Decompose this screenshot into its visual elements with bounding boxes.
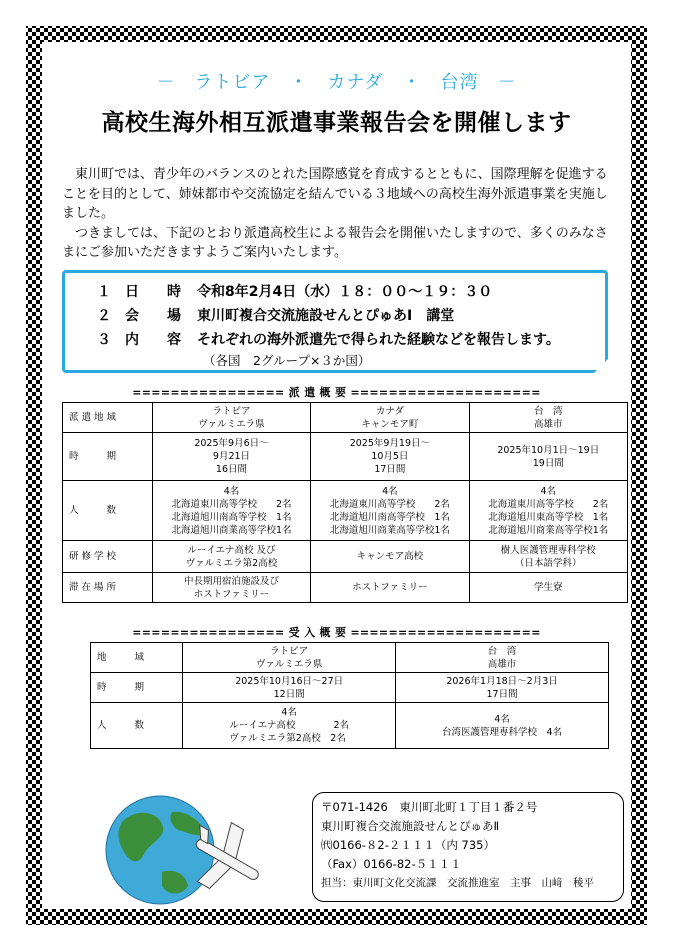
cell-line: キャンモア高校 — [356, 551, 424, 562]
table-cell — [396, 643, 609, 673]
table-cell — [469, 573, 627, 603]
cell-line: 北海道旭川商業高等学校1名 — [488, 524, 609, 536]
cell-count: 4名 — [540, 485, 557, 497]
cell-line: 2025年9月6日～ — [194, 438, 269, 449]
cell-line: 19日間 — [532, 457, 564, 469]
cell-line: ヴァルミエラ第2高校 — [185, 557, 278, 569]
venue-row — [97, 305, 454, 325]
cell-line: 台 湾 — [534, 405, 563, 417]
cell-line: 2025年10月1日～19日 — [497, 444, 600, 456]
page-title: 高校生海外相互派遣事業報告会を開催します — [101, 110, 572, 136]
cell-line: 2026年1月18日～2月3日 — [446, 675, 558, 687]
cell-line: 北海道旭川東高等学校 1名 — [488, 511, 609, 523]
cell-line: 台 湾 — [487, 645, 517, 657]
date-label: １ 日 時 — [97, 284, 181, 300]
row-label: 派遣地域 — [63, 403, 153, 433]
table-cell — [183, 643, 396, 673]
cell-line: 10月5日 — [371, 451, 409, 462]
table-cell — [183, 673, 396, 703]
row-label: 研修学校 — [63, 541, 153, 573]
table-cell — [469, 481, 627, 541]
cell-line: カナダ — [375, 405, 404, 417]
content-row — [97, 329, 560, 349]
cell-line: （日本語学科） — [515, 557, 582, 569]
table-cell — [152, 481, 310, 541]
contact-tel: ㈹0166-８2-２１１１（内 735） — [321, 838, 495, 852]
dispatch-heading: ================ 派 遣 概 要 ==================== — [132, 386, 541, 399]
cell-line: 9月21日 — [212, 451, 251, 462]
cell-line: ヴァルミエラ県 — [198, 418, 265, 430]
globe-airplane-illustration — [102, 782, 302, 922]
cell-line: ホストファミリー — [352, 582, 428, 593]
cell-line: 学生寮 — [534, 582, 563, 593]
contact-person: 担当：東川町文化交流課 交流推進室 主事 山﨑 稜平 — [321, 877, 594, 889]
row-label: 人 数 — [63, 481, 153, 541]
table-row — [63, 541, 628, 573]
table-row — [63, 433, 628, 481]
cell-line: 北海道旭川商業高等学校1名 — [171, 524, 292, 536]
cell-line: 16日間 — [215, 464, 248, 475]
content-value: それぞれの海外派遣先で得られた経験などを報告します。 — [197, 332, 560, 348]
table-cell — [311, 403, 469, 433]
content-note: （各国 2グループ×３か国） — [203, 353, 371, 368]
contact-fax: （Fax）0166-82-５１１１ — [321, 857, 462, 871]
event-info-box — [62, 270, 608, 373]
venue-value: 東川町複合交流施設せんとぴゅあⅠ 講堂 — [197, 308, 455, 324]
cell-line: 北海道東川高等学校 2名 — [488, 498, 609, 510]
row-label: 滞在場所 — [63, 573, 153, 603]
cell-line: 17日間 — [486, 688, 518, 700]
cell-line: 樹人医護管理専科学校 — [500, 544, 596, 556]
table-row — [63, 573, 628, 603]
cell-line: ホストファミリー — [193, 588, 270, 600]
cell-line: 北海道旭川南高等学校 1名 — [329, 511, 450, 523]
cell-line: ラトビア — [212, 405, 251, 417]
cell-line: ルーイエナ高校 2名 — [229, 720, 349, 731]
intro-text — [62, 165, 618, 263]
cell-line: ルーイエナ高校 及び — [187, 544, 276, 556]
table-cell — [469, 541, 627, 573]
cell-line: 12日間 — [273, 688, 305, 700]
table-row — [63, 481, 628, 541]
table-cell — [396, 673, 609, 703]
table-row — [91, 703, 609, 749]
receive-table — [90, 642, 609, 749]
cell-line: 北海道東川高等学校 2名 — [171, 498, 292, 510]
cell-line: 高雄市 — [534, 418, 563, 430]
content-label: ３ 内 容 — [97, 332, 181, 348]
table-cell — [311, 573, 469, 603]
table-cell — [311, 541, 469, 573]
intro-paragraph: 東川町では、青少年のバランスのとれた国際感覚を育成するとともに、国際理解を促進することを目的として、姉妹都市や交流協定を結んでいる３地域への高校生海外派遣事業を実施しました。 — [62, 167, 608, 221]
cell-line: 高雄市 — [487, 658, 517, 670]
cell-line: 17日間 — [374, 464, 406, 475]
table-cell — [311, 481, 469, 541]
date-row — [97, 281, 492, 301]
table-cell — [469, 403, 627, 433]
cell-line: 北海道東川高等学校 2名 — [329, 498, 450, 510]
subtitle: － ラトビア ・ カナダ ・ 台湾 － — [156, 72, 517, 93]
row-label: 時 期 — [63, 433, 153, 481]
contact-facility: 東川町複合交流施設せんとぴゅあⅡ — [321, 819, 500, 833]
cell-count: 4名 — [281, 707, 297, 718]
receive-heading: ================ 受 入 概 要 ==================== — [132, 626, 541, 639]
cell-line: 台湾医護管理専科学校 4名 — [442, 726, 563, 738]
table-cell — [311, 433, 469, 481]
cell-line: ヴァルミエラ第2高校 2名 — [229, 733, 346, 744]
table-cell — [152, 541, 310, 573]
table-row — [91, 673, 609, 703]
cell-line: 北海道旭川南高等学校 1名 — [171, 511, 292, 523]
table-cell — [469, 433, 627, 481]
cell-count: 4名 — [223, 485, 240, 497]
dispatch-table — [62, 402, 628, 603]
cell-count: 4名 — [494, 713, 510, 725]
cell-line: ラトビア — [270, 645, 309, 657]
cell-line: 2025年10月16日～27日 — [235, 675, 344, 687]
cell-line: ヴァルミエラ県 — [255, 658, 323, 670]
table-cell — [152, 433, 310, 481]
contact-address: 〒071-1426 東川町北町１丁目１番２号 — [321, 800, 538, 814]
row-label: 人 数 — [91, 703, 183, 749]
venue-label: ２ 会 場 — [97, 308, 181, 324]
contact-box — [312, 792, 624, 902]
cell-line: 中長期用宿泊施設及び — [183, 575, 279, 587]
cell-line: キャンモア町 — [361, 418, 419, 430]
date-value: 令和8年2月4日（水）１８：００～１９：３０ — [197, 284, 493, 300]
table-cell — [396, 703, 609, 749]
row-label: 時 期 — [91, 673, 183, 703]
page-content — [42, 42, 631, 909]
table-cell — [152, 403, 310, 433]
table-cell — [152, 573, 310, 603]
intro-paragraph: つきましては、下記のとおり派遣高校生による報告会を開催いたしますので、多くのみなさまにご参加いただきますようご案内いたします。 — [62, 225, 608, 260]
cell-line: 2025年9月19日～ — [349, 438, 431, 449]
cell-line: 北海道旭川商業高等学校1名 — [329, 524, 450, 536]
cell-count: 4名 — [382, 485, 398, 497]
table-cell — [183, 703, 396, 749]
row-label: 地 域 — [91, 643, 183, 673]
table-row — [91, 643, 609, 673]
table-row — [63, 403, 628, 433]
